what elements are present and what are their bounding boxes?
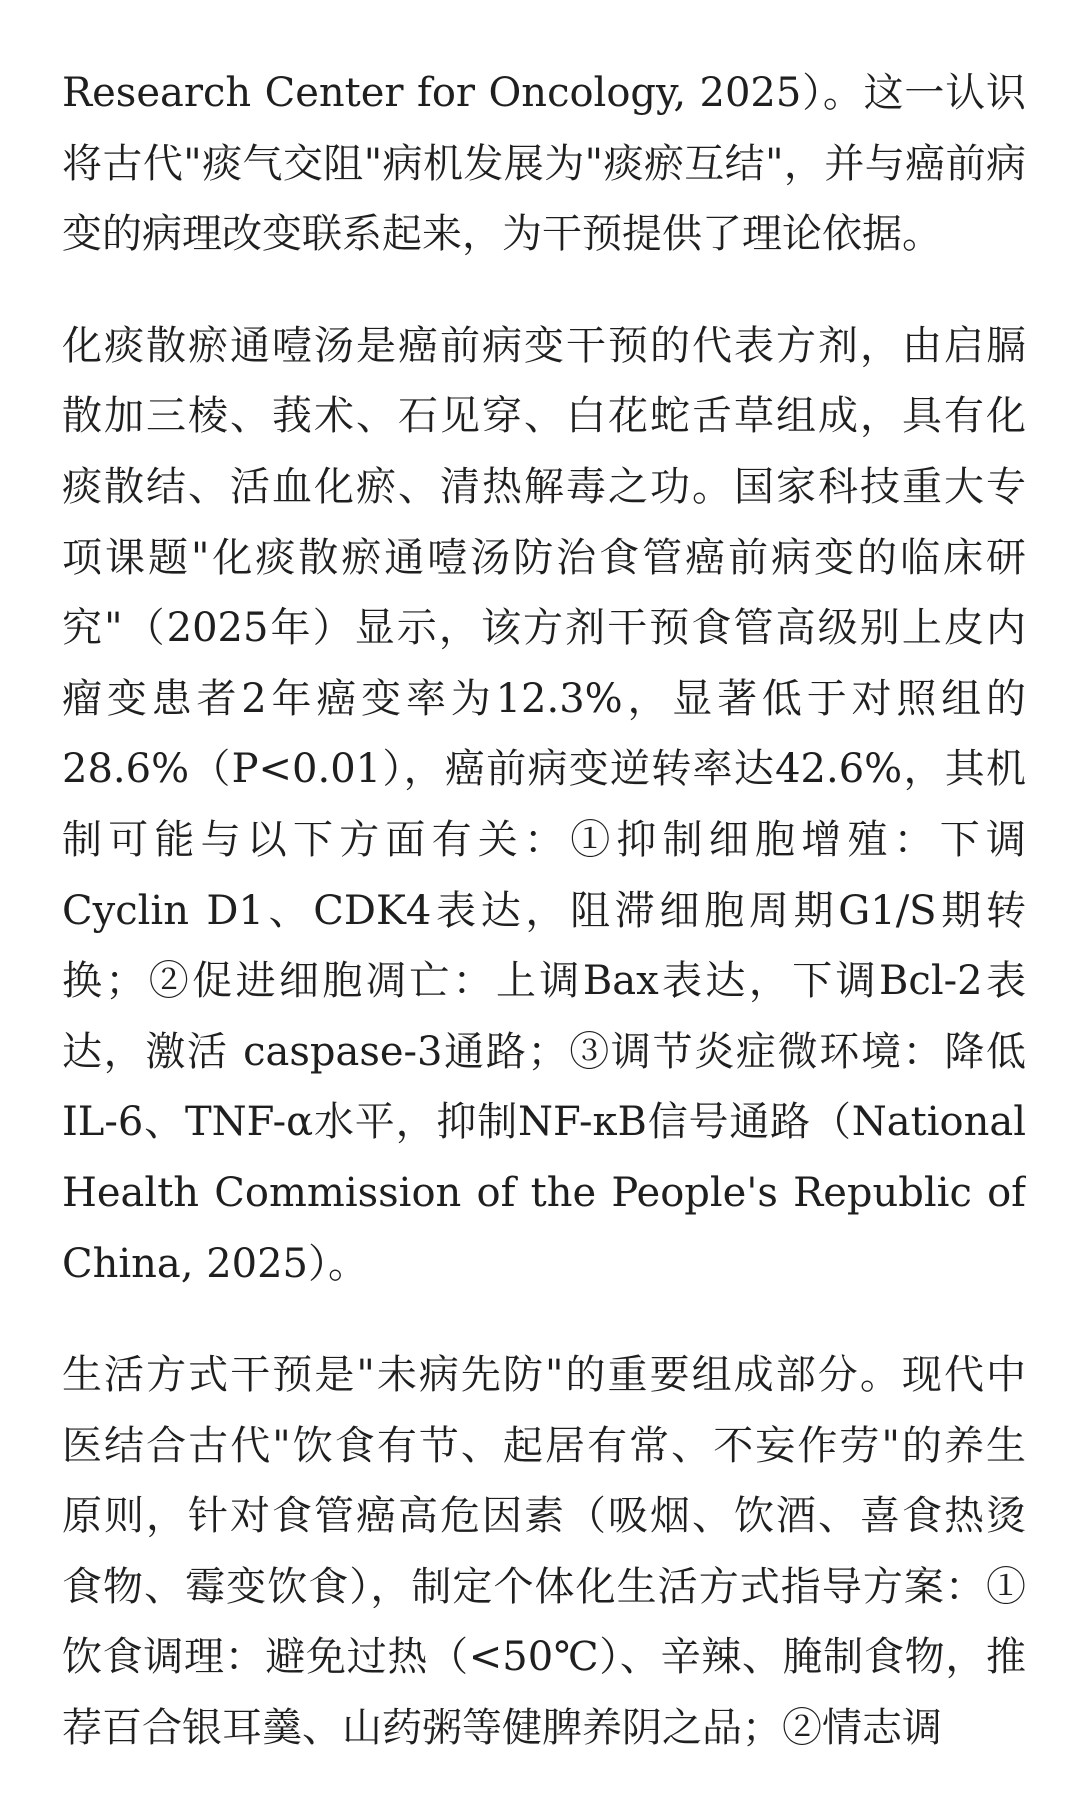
text-line: 饮食调理：避免过热（<50℃）、辛辣、腌制食物，推 bbox=[62, 1634, 1026, 1681]
text-line: 28.6%（P<0.01），癌前病变逆转率达42.6%，其机 bbox=[62, 746, 1026, 793]
text-line: 生活方式干预是"未病先防"的重要组成部分。现代中 bbox=[62, 1352, 1026, 1399]
article-body bbox=[62, 58, 1026, 1764]
text-line: 荐百合银耳羹、山药粥等健脾养阴之品；②情志调 bbox=[62, 1705, 942, 1752]
text-line: 项课题"化痰散瘀通噎汤防治食管癌前病变的临床研 bbox=[62, 534, 1026, 581]
text-line: 变的病理改变联系起来，为干预提供了理论依据。 bbox=[62, 211, 942, 258]
paragraph-spacer bbox=[62, 270, 1026, 311]
text-line: 散加三棱、莪术、石见穿、白花蛇舌草组成，具有化 bbox=[62, 393, 1026, 440]
text-line: 瘤变患者2年癌变率为12.3%，显著低于对照组的 bbox=[62, 675, 1026, 722]
text-line: 化痰散瘀通噎汤是癌前病变干预的代表方剂，由启膈 bbox=[62, 322, 1026, 369]
text-line: 将古代"痰气交阻"病机发展为"痰瘀互结"，并与癌前病 bbox=[62, 140, 1026, 187]
text-line: 痰散结、活血化瘀、清热解毒之功。国家科技重大专 bbox=[62, 463, 1026, 510]
text-line: 达，激活 caspase-3通路；③调节炎症微环境：降低 bbox=[62, 1028, 1026, 1075]
paragraph-3 bbox=[62, 1340, 1026, 1764]
text-line: China, 2025）。 bbox=[62, 1240, 368, 1287]
text-line: 医结合古代"饮食有节、起居有常、不妄作劳"的养生 bbox=[62, 1422, 1026, 1469]
text-line: 究"（2025年）显示，该方剂干预食管高级别上皮内 bbox=[62, 605, 1026, 652]
text-line: 食物、霉变饮食），制定个体化生活方式指导方案：① bbox=[62, 1563, 1026, 1610]
text-line: 制可能与以下方面有关：①抑制细胞增殖：下调 bbox=[62, 816, 1026, 863]
paragraph-1 bbox=[62, 58, 1026, 270]
text-line: Health Commission of the People's Republic of bbox=[62, 1169, 1026, 1216]
paragraph-2 bbox=[62, 311, 1026, 1299]
text-line: 原则，针对食管癌高危因素（吸烟、饮酒、喜食热烫 bbox=[62, 1493, 1026, 1540]
text-line: 换；②促进细胞凋亡：上调Bax表达，下调Bcl-2表 bbox=[62, 958, 1026, 1005]
text-line: Research Center for Oncology, 2025）。这一认识 bbox=[62, 70, 1026, 116]
paragraph-spacer bbox=[62, 1299, 1026, 1340]
text-line: IL-6、TNF-α水平，抑制NF-κB信号通路（National bbox=[62, 1099, 1026, 1146]
text-line: Cyclin D1、CDK4表达，阻滞细胞周期G1/S期转 bbox=[62, 887, 1026, 934]
